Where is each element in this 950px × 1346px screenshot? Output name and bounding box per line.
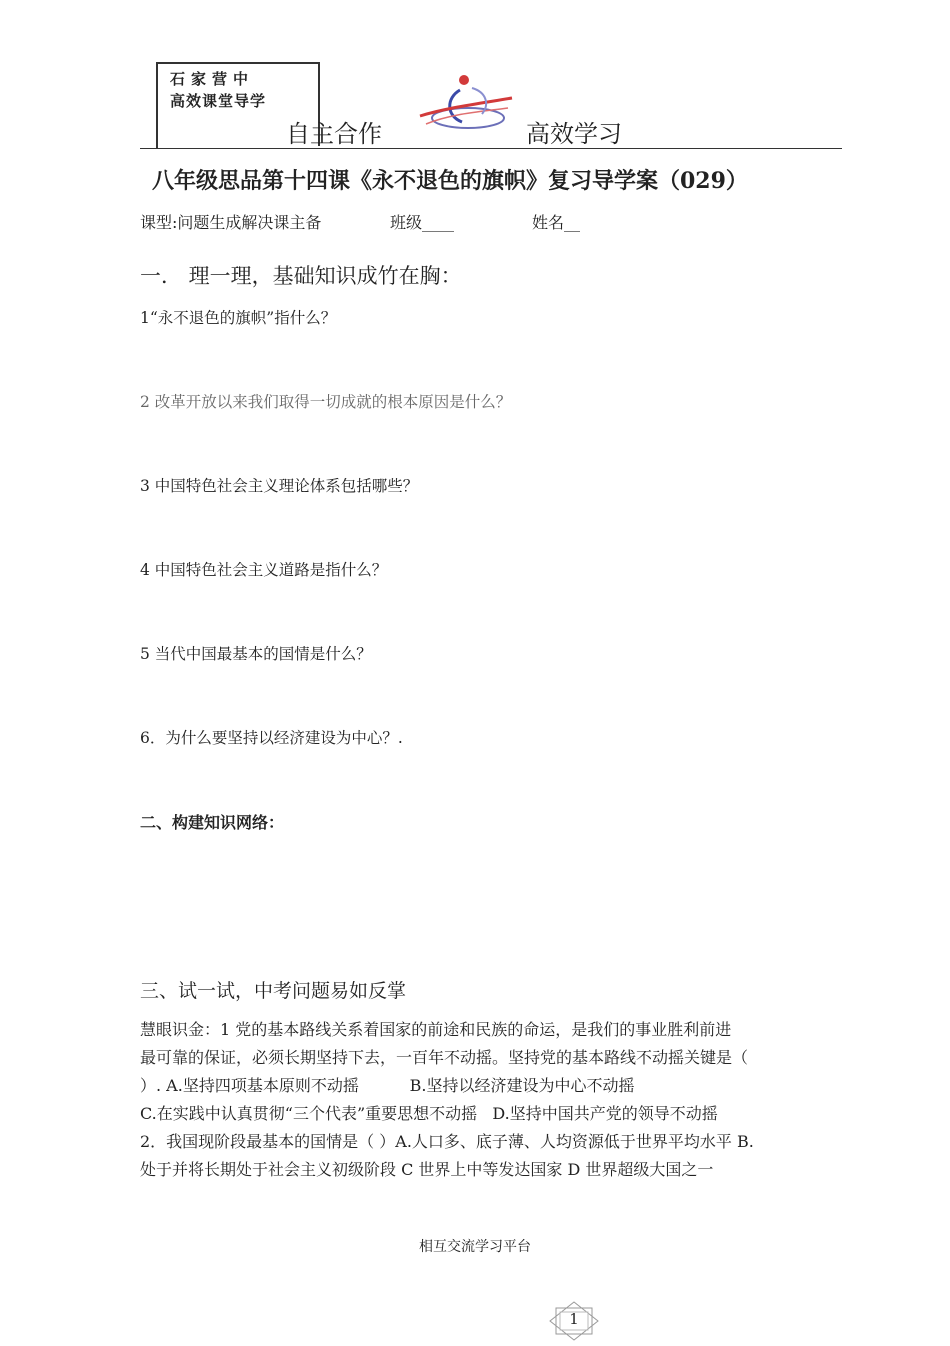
- question-1: 1“永不退色的旗帜”指什么？: [140, 309, 337, 327]
- footer-text: 相互交流学习平台: [419, 1239, 531, 1255]
- question-2: 2 改革开放以来我们取得一切成就的根本原因是什么？: [140, 393, 512, 411]
- header-rule: [140, 148, 842, 149]
- exercise-line: 处于并将长期处于社会主义初级阶段 C 世界上中等发达国家 D 世界超级大国之一: [140, 1160, 714, 1179]
- section-2-heading: 二、构建知识网络：: [140, 813, 285, 832]
- exercise-line: ）. A.坚持四项基本原则不动摇 B.坚持以经济建设为中心不动摇: [140, 1076, 635, 1095]
- exercise-line: 慧眼识金：1 党的基本路线关系着国家的前途和民族的命运，是我们的事业胜利前进: [140, 1020, 732, 1039]
- page-number-badge: [546, 1300, 602, 1342]
- class-field: 班级____: [390, 213, 455, 232]
- slogan-left: 自主合作: [286, 120, 382, 148]
- school-name-line1: 石家营中: [170, 70, 255, 88]
- section-1-heading: 一． 理一理，基础知识成竹在胸：: [140, 264, 462, 288]
- slogan-right: 高效学习: [526, 120, 622, 148]
- name-field: 姓名__: [532, 213, 581, 232]
- question-4: 4 中国特色社会主义道路是指什么？: [140, 561, 388, 579]
- exercise-line: 2．我国现阶段最基本的国情是（ ）A.人口多、底子薄、人均资源低于世界平均水平 B.: [140, 1132, 754, 1151]
- document-title: 八年级思品第十四课《永不退色的旗帜》复习导学案（029）: [152, 168, 748, 194]
- lesson-type: 课型:问题生成解决课主备: [140, 213, 322, 232]
- question-5: 5 当代中国最基本的国情是什么？: [140, 645, 372, 663]
- question-3: 3 中国特色社会主义理论体系包括哪些？: [140, 477, 419, 495]
- exercise-block: [140, 1016, 842, 1184]
- page-number: 1: [569, 1310, 579, 1328]
- exercise-line: C.在实践中认真贯彻“三个代表”重要思想不动摇 D.坚持中国共产党的领导不动摇: [140, 1104, 718, 1123]
- exercise-line: 最可靠的保证，必须长期坚持下去，一百年不动摇。坚持党的基本路线不动摇关键是（: [140, 1048, 749, 1067]
- question-6: 6．为什么要坚持以经济建设为中心？.: [140, 729, 403, 747]
- school-name-line2: 高效课堂导学: [170, 92, 267, 110]
- section-3-heading: 三、试一试，中考问题易如反掌: [140, 980, 407, 1002]
- school-emblem-icon: [416, 68, 516, 144]
